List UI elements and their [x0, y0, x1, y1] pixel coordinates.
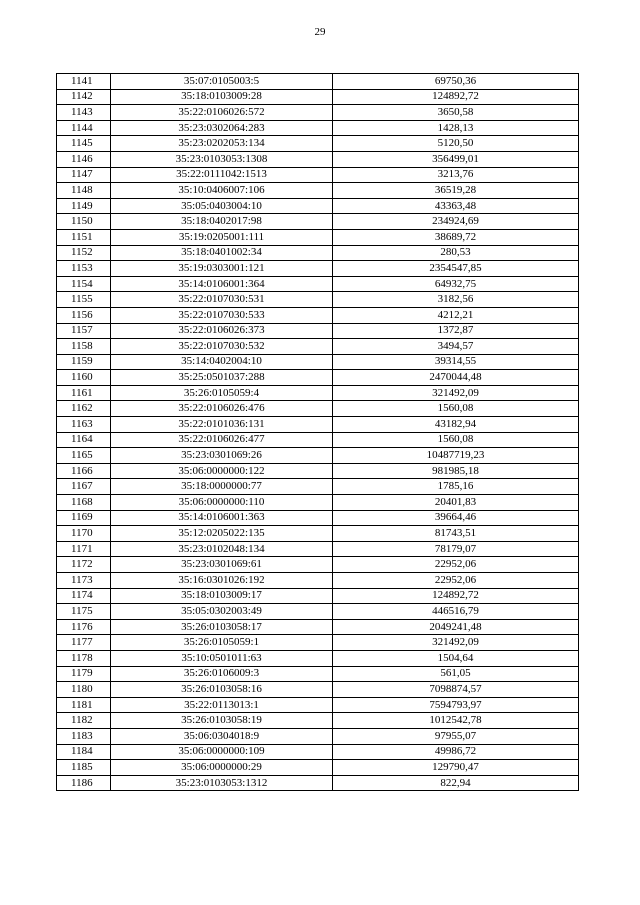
cadastral-value: 1372,87 [333, 323, 579, 339]
table-row [57, 307, 579, 323]
cadastral-value: 81743,51 [333, 526, 579, 542]
row-number: 1174 [57, 588, 111, 604]
cadastral-number: 35:26:0103058:19 [111, 713, 333, 729]
row-number: 1146 [57, 151, 111, 167]
row-number: 1177 [57, 635, 111, 651]
cadastral-number: 35:22:0113013:1 [111, 697, 333, 713]
cadastral-value: 2049241,48 [333, 619, 579, 635]
row-number: 1141 [57, 74, 111, 90]
page-number: 29 [314, 26, 326, 38]
cadastral-value: 97955,07 [333, 728, 579, 744]
table-row [57, 74, 579, 90]
table-row [57, 432, 579, 448]
row-number: 1184 [57, 744, 111, 760]
cadastral-value: 43363,48 [333, 198, 579, 214]
cadastral-value: 36519,28 [333, 183, 579, 199]
cadastral-value: 39314,55 [333, 354, 579, 370]
row-number: 1144 [57, 120, 111, 136]
row-number: 1170 [57, 526, 111, 542]
row-number: 1150 [57, 214, 111, 230]
table-row [57, 448, 579, 464]
table-row [57, 635, 579, 651]
cadastral-number: 35:22:0106026:477 [111, 432, 333, 448]
cadastral-number: 35:22:0107030:533 [111, 307, 333, 323]
cadastral-number: 35:06:0000000:122 [111, 463, 333, 479]
cadastral-value: 321492,09 [333, 635, 579, 651]
cadastral-number: 35:23:0102048:134 [111, 541, 333, 557]
table-row [57, 151, 579, 167]
table-row [57, 650, 579, 666]
cadastral-number: 35:10:0501011:63 [111, 650, 333, 666]
table-row [57, 261, 579, 277]
table-row [57, 682, 579, 698]
row-number: 1158 [57, 339, 111, 355]
cadastral-number: 35:25:0501037:288 [111, 370, 333, 386]
table-row [57, 604, 579, 620]
table-row [57, 666, 579, 682]
cadastral-number: 35:18:0103009:28 [111, 89, 333, 105]
cadastral-value: 5120,50 [333, 136, 579, 152]
row-number: 1176 [57, 619, 111, 635]
row-number: 1159 [57, 354, 111, 370]
row-number: 1154 [57, 276, 111, 292]
table-row [57, 760, 579, 776]
table-body [57, 74, 579, 791]
row-number: 1160 [57, 370, 111, 386]
cadastral-value: 3494,57 [333, 339, 579, 355]
row-number: 1168 [57, 495, 111, 511]
row-number: 1186 [57, 775, 111, 791]
table-row [57, 744, 579, 760]
cadastral-number: 35:23:0302064:283 [111, 120, 333, 136]
cadastral-number: 35:23:0202053:134 [111, 136, 333, 152]
table-row [57, 339, 579, 355]
cadastral-number: 35:22:0111042:1513 [111, 167, 333, 183]
cadastral-value: 1560,08 [333, 432, 579, 448]
cadastral-value: 43182,94 [333, 417, 579, 433]
row-number: 1151 [57, 229, 111, 245]
cadastral-number: 35:26:0103058:16 [111, 682, 333, 698]
table-row [57, 401, 579, 417]
cadastral-number: 35:07:0105003:5 [111, 74, 333, 90]
cadastral-number: 35:23:0103053:1308 [111, 151, 333, 167]
table-row [57, 198, 579, 214]
cadastral-value: 3213,76 [333, 167, 579, 183]
cadastral-number: 35:26:0105059:4 [111, 385, 333, 401]
cadastral-number: 35:06:0000000:109 [111, 744, 333, 760]
table-row [57, 557, 579, 573]
table-row [57, 619, 579, 635]
cadastral-value: 78179,07 [333, 541, 579, 557]
row-number: 1156 [57, 307, 111, 323]
table-row [57, 573, 579, 589]
cadastral-number: 35:26:0106009:3 [111, 666, 333, 682]
table-row [57, 229, 579, 245]
cadastral-number: 35:10:0406007:106 [111, 183, 333, 199]
cadastral-value: 3182,56 [333, 292, 579, 308]
cadastral-number: 35:23:0301069:61 [111, 557, 333, 573]
cadastral-value: 10487719,23 [333, 448, 579, 464]
cadastral-number: 35:05:0302003:49 [111, 604, 333, 620]
cadastral-number: 35:19:0303001:121 [111, 261, 333, 277]
cadastral-value: 1012542,78 [333, 713, 579, 729]
cadastral-value: 124892,72 [333, 588, 579, 604]
row-number: 1181 [57, 697, 111, 713]
table-row [57, 526, 579, 542]
row-number: 1169 [57, 510, 111, 526]
cadastral-value: 561,05 [333, 666, 579, 682]
row-number: 1153 [57, 261, 111, 277]
cadastral-value: 822,94 [333, 775, 579, 791]
cadastral-number: 35:23:0103053:1312 [111, 775, 333, 791]
row-number: 1163 [57, 417, 111, 433]
row-number: 1157 [57, 323, 111, 339]
table-row [57, 541, 579, 557]
cadastral-value: 22952,06 [333, 557, 579, 573]
table-row [57, 495, 579, 511]
cadastral-number: 35:22:0107030:532 [111, 339, 333, 355]
cadastral-number: 35:12:0205022:135 [111, 526, 333, 542]
table-row [57, 323, 579, 339]
row-number: 1172 [57, 557, 111, 573]
table-row [57, 510, 579, 526]
row-number: 1162 [57, 401, 111, 417]
cadastral-number: 35:19:0205001:111 [111, 229, 333, 245]
cadastral-value: 49986,72 [333, 744, 579, 760]
cadastral-value: 1785,16 [333, 479, 579, 495]
cadastral-number: 35:22:0106026:373 [111, 323, 333, 339]
cadastral-value: 7098874,57 [333, 682, 579, 698]
cadastral-value: 356499,01 [333, 151, 579, 167]
table-row [57, 588, 579, 604]
row-number: 1143 [57, 105, 111, 121]
table-row [57, 385, 579, 401]
cadastral-value: 38689,72 [333, 229, 579, 245]
row-number: 1175 [57, 604, 111, 620]
cadastral-value: 1428,13 [333, 120, 579, 136]
table-row [57, 479, 579, 495]
table-row [57, 292, 579, 308]
table-row [57, 276, 579, 292]
cadastral-number: 35:22:0101036:131 [111, 417, 333, 433]
row-number: 1183 [57, 728, 111, 744]
cadastral-value: 1504,64 [333, 650, 579, 666]
cadastral-value: 234924,69 [333, 214, 579, 230]
cadastral-number: 35:06:0000000:110 [111, 495, 333, 511]
table-row [57, 463, 579, 479]
row-number: 1166 [57, 463, 111, 479]
row-number: 1182 [57, 713, 111, 729]
table-row [57, 105, 579, 121]
cadastral-value: 321492,09 [333, 385, 579, 401]
cadastral-number: 35:26:0103058:17 [111, 619, 333, 635]
cadastral-number: 35:22:0107030:531 [111, 292, 333, 308]
row-number: 1171 [57, 541, 111, 557]
row-number: 1155 [57, 292, 111, 308]
cadastral-number: 35:18:0000000:77 [111, 479, 333, 495]
row-number: 1145 [57, 136, 111, 152]
cadastral-value: 280,53 [333, 245, 579, 261]
row-number: 1165 [57, 448, 111, 464]
cadastral-number: 35:05:0403004:10 [111, 198, 333, 214]
cadastral-value: 2470044,48 [333, 370, 579, 386]
cadastral-number: 35:22:0106026:476 [111, 401, 333, 417]
cadastral-value: 981985,18 [333, 463, 579, 479]
table-row [57, 120, 579, 136]
row-number: 1148 [57, 183, 111, 199]
row-number: 1142 [57, 89, 111, 105]
cadastral-number: 35:06:0304018:9 [111, 728, 333, 744]
cadastral-number: 35:26:0105059:1 [111, 635, 333, 651]
table-row [57, 354, 579, 370]
cadastral-value: 64932,75 [333, 276, 579, 292]
cadastral-value: 22952,06 [333, 573, 579, 589]
cadastral-value: 4212,21 [333, 307, 579, 323]
cadastral-number: 35:18:0103009:17 [111, 588, 333, 604]
cadastral-value-table [56, 73, 579, 791]
cadastral-value: 1560,08 [333, 401, 579, 417]
table-row [57, 183, 579, 199]
cadastral-value: 20401,83 [333, 495, 579, 511]
cadastral-value: 2354547,85 [333, 261, 579, 277]
table-row [57, 713, 579, 729]
cadastral-number: 35:06:0000000:29 [111, 760, 333, 776]
table-row [57, 728, 579, 744]
cadastral-value: 124892,72 [333, 89, 579, 105]
cadastral-value: 3650,58 [333, 105, 579, 121]
row-number: 1173 [57, 573, 111, 589]
table-row [57, 136, 579, 152]
row-number: 1152 [57, 245, 111, 261]
table-row [57, 167, 579, 183]
cadastral-number: 35:22:0106026:572 [111, 105, 333, 121]
table-row [57, 214, 579, 230]
cadastral-number: 35:16:0301026:192 [111, 573, 333, 589]
cadastral-value: 39664,46 [333, 510, 579, 526]
table-row [57, 417, 579, 433]
row-number: 1167 [57, 479, 111, 495]
cadastral-value: 129790,47 [333, 760, 579, 776]
table-row [57, 775, 579, 791]
table-row [57, 89, 579, 105]
table-row [57, 370, 579, 386]
cadastral-value: 7594793,97 [333, 697, 579, 713]
row-number: 1147 [57, 167, 111, 183]
cadastral-value: 446516,79 [333, 604, 579, 620]
table-row [57, 697, 579, 713]
cadastral-number: 35:14:0106001:363 [111, 510, 333, 526]
cadastral-number: 35:18:0401002:34 [111, 245, 333, 261]
row-number: 1185 [57, 760, 111, 776]
cadastral-number: 35:23:0301069:26 [111, 448, 333, 464]
row-number: 1178 [57, 650, 111, 666]
row-number: 1161 [57, 385, 111, 401]
row-number: 1164 [57, 432, 111, 448]
cadastral-number: 35:14:0106001:364 [111, 276, 333, 292]
row-number: 1149 [57, 198, 111, 214]
row-number: 1179 [57, 666, 111, 682]
row-number: 1180 [57, 682, 111, 698]
table-row [57, 245, 579, 261]
cadastral-value: 69750,36 [333, 74, 579, 90]
cadastral-number: 35:14:0402004:10 [111, 354, 333, 370]
cadastral-number: 35:18:0402017:98 [111, 214, 333, 230]
